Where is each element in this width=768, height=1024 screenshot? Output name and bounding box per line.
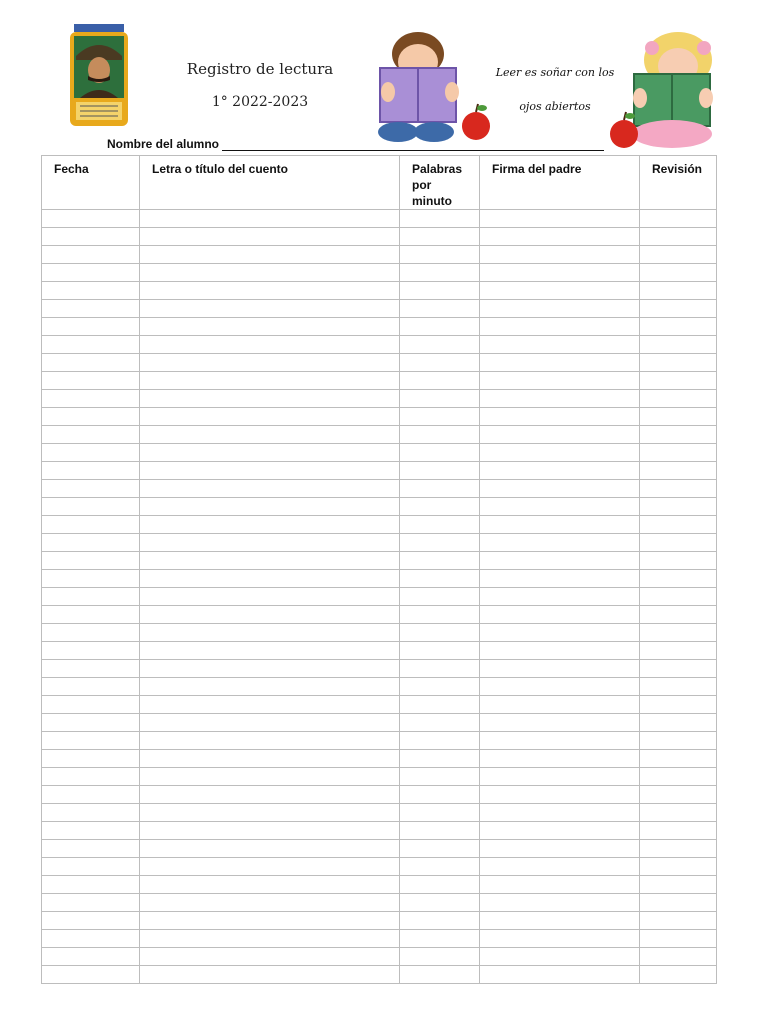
- table-cell[interactable]: [640, 282, 717, 300]
- table-cell[interactable]: [480, 786, 640, 804]
- table-cell[interactable]: [42, 480, 140, 498]
- table-row: [42, 930, 717, 948]
- table-row: [42, 858, 717, 876]
- table-cell[interactable]: [42, 444, 140, 462]
- table-cell[interactable]: [640, 750, 717, 768]
- table-cell[interactable]: [140, 948, 400, 966]
- table-row: [42, 516, 717, 534]
- table-cell[interactable]: [640, 264, 717, 282]
- table-cell[interactable]: [400, 804, 480, 822]
- table-cell[interactable]: [140, 840, 400, 858]
- table-cell[interactable]: [480, 282, 640, 300]
- table-cell[interactable]: [42, 804, 140, 822]
- table-cell[interactable]: [140, 552, 400, 570]
- table-row: [42, 246, 717, 264]
- table-cell[interactable]: [42, 822, 140, 840]
- table-cell[interactable]: [400, 696, 480, 714]
- table-cell[interactable]: [400, 930, 480, 948]
- table-cell[interactable]: [640, 570, 717, 588]
- table-cell[interactable]: [140, 858, 400, 876]
- table-cell[interactable]: [42, 300, 140, 318]
- table-cell[interactable]: [400, 480, 480, 498]
- table-row: [42, 768, 717, 786]
- table-cell[interactable]: [140, 822, 400, 840]
- table-cell[interactable]: [140, 786, 400, 804]
- table-cell[interactable]: [140, 372, 400, 390]
- table-cell[interactable]: [400, 786, 480, 804]
- table-cell[interactable]: [640, 408, 717, 426]
- table-row: [42, 426, 717, 444]
- table-row: [42, 876, 717, 894]
- table-cell[interactable]: [42, 228, 140, 246]
- table-cell[interactable]: [480, 228, 640, 246]
- table-header-row: [42, 156, 717, 210]
- table-cell[interactable]: [480, 876, 640, 894]
- table-cell[interactable]: [480, 966, 640, 984]
- table-cell[interactable]: [640, 804, 717, 822]
- table-cell[interactable]: [42, 678, 140, 696]
- table-cell[interactable]: [480, 336, 640, 354]
- table-cell[interactable]: [640, 660, 717, 678]
- table-cell[interactable]: [400, 732, 480, 750]
- table-cell[interactable]: [400, 210, 480, 228]
- table-cell[interactable]: [400, 642, 480, 660]
- table-cell[interactable]: [140, 210, 400, 228]
- table-cell[interactable]: [480, 354, 640, 372]
- table-cell[interactable]: [140, 516, 400, 534]
- table-cell[interactable]: [400, 858, 480, 876]
- table-cell[interactable]: [42, 624, 140, 642]
- table-cell[interactable]: [42, 426, 140, 444]
- table-cell[interactable]: [480, 606, 640, 624]
- table-cell[interactable]: [140, 462, 400, 480]
- table-cell[interactable]: [480, 588, 640, 606]
- table-row: [42, 732, 717, 750]
- table-cell[interactable]: [640, 606, 717, 624]
- table-cell[interactable]: [400, 354, 480, 372]
- table-row: [42, 300, 717, 318]
- table-row: [42, 534, 717, 552]
- table-cell[interactable]: [42, 408, 140, 426]
- table-cell[interactable]: [480, 534, 640, 552]
- table-cell[interactable]: [400, 498, 480, 516]
- table-cell[interactable]: [140, 642, 400, 660]
- table-row: [42, 408, 717, 426]
- table-cell[interactable]: [140, 282, 400, 300]
- table-cell[interactable]: [140, 588, 400, 606]
- table-cell[interactable]: [640, 822, 717, 840]
- table-cell[interactable]: [480, 570, 640, 588]
- table-cell[interactable]: [400, 516, 480, 534]
- table-cell[interactable]: [400, 264, 480, 282]
- table-row: [42, 588, 717, 606]
- table-row: [42, 804, 717, 822]
- table-cell[interactable]: [640, 210, 717, 228]
- table-row: [42, 390, 717, 408]
- table-cell[interactable]: [140, 570, 400, 588]
- table-cell[interactable]: [42, 588, 140, 606]
- table-cell[interactable]: [42, 282, 140, 300]
- table-cell[interactable]: [400, 318, 480, 336]
- table-row: [42, 822, 717, 840]
- table-cell[interactable]: [42, 912, 140, 930]
- table-row: [42, 696, 717, 714]
- table-cell[interactable]: [480, 372, 640, 390]
- table-cell[interactable]: [42, 606, 140, 624]
- table-cell[interactable]: [640, 642, 717, 660]
- table-row: [42, 624, 717, 642]
- table-cell[interactable]: [140, 354, 400, 372]
- table-cell[interactable]: [640, 876, 717, 894]
- table-cell[interactable]: [480, 822, 640, 840]
- table-cell[interactable]: [640, 516, 717, 534]
- column-header-fecha: Fecha: [42, 156, 140, 210]
- table-cell[interactable]: [140, 480, 400, 498]
- table-cell[interactable]: [140, 678, 400, 696]
- table-cell[interactable]: [640, 462, 717, 480]
- table-cell[interactable]: [42, 696, 140, 714]
- school-crest-icon: [68, 22, 130, 130]
- table-cell[interactable]: [480, 642, 640, 660]
- table-cell[interactable]: [640, 912, 717, 930]
- table-cell[interactable]: [480, 732, 640, 750]
- table-cell[interactable]: [42, 462, 140, 480]
- table-cell[interactable]: [480, 840, 640, 858]
- table-cell[interactable]: [140, 606, 400, 624]
- table-cell[interactable]: [400, 408, 480, 426]
- table-cell[interactable]: [640, 840, 717, 858]
- table-row: [42, 894, 717, 912]
- table-cell[interactable]: [42, 336, 140, 354]
- table-cell[interactable]: [42, 660, 140, 678]
- table-cell[interactable]: [640, 858, 717, 876]
- table-cell[interactable]: [140, 624, 400, 642]
- column-header-revision: Revisión: [640, 156, 717, 210]
- table-cell[interactable]: [480, 480, 640, 498]
- table-cell[interactable]: [400, 336, 480, 354]
- table-cell[interactable]: [42, 354, 140, 372]
- table-row: [42, 678, 717, 696]
- table-cell[interactable]: [480, 750, 640, 768]
- table-cell[interactable]: [140, 498, 400, 516]
- table-cell[interactable]: [140, 300, 400, 318]
- table-cell[interactable]: [640, 732, 717, 750]
- table-cell[interactable]: [42, 714, 140, 732]
- table-cell[interactable]: [400, 750, 480, 768]
- column-header-firma: Firma del padre: [480, 156, 640, 210]
- table-cell[interactable]: [400, 840, 480, 858]
- table-cell[interactable]: [640, 768, 717, 786]
- student-name-label: Nombre del alumno: [107, 137, 220, 151]
- table-cell[interactable]: [480, 318, 640, 336]
- table-row: [42, 552, 717, 570]
- column-header-palabras: Palabras por minuto: [400, 156, 480, 210]
- table-cell[interactable]: [140, 768, 400, 786]
- table-cell[interactable]: [400, 552, 480, 570]
- table-cell[interactable]: [480, 624, 640, 642]
- table-cell[interactable]: [140, 930, 400, 948]
- student-name-field[interactable]: [222, 150, 604, 151]
- table-cell[interactable]: [400, 606, 480, 624]
- table-row: [42, 570, 717, 588]
- table-cell[interactable]: [480, 444, 640, 462]
- column-header-titulo: Letra o título del cuento: [140, 156, 400, 210]
- table-cell[interactable]: [400, 948, 480, 966]
- table-row: [42, 210, 717, 228]
- table-row: [42, 642, 717, 660]
- table-cell[interactable]: [140, 912, 400, 930]
- table-cell[interactable]: [480, 714, 640, 732]
- table-cell[interactable]: [640, 696, 717, 714]
- table-cell[interactable]: [140, 408, 400, 426]
- table-cell[interactable]: [42, 246, 140, 264]
- table-cell[interactable]: [400, 462, 480, 480]
- table-cell[interactable]: [640, 354, 717, 372]
- table-cell[interactable]: [140, 804, 400, 822]
- table-cell[interactable]: [400, 426, 480, 444]
- table-cell[interactable]: [140, 714, 400, 732]
- table-cell[interactable]: [480, 498, 640, 516]
- table-cell[interactable]: [640, 372, 717, 390]
- table-cell[interactable]: [42, 498, 140, 516]
- table-cell[interactable]: [400, 768, 480, 786]
- table-cell[interactable]: [640, 426, 717, 444]
- table-cell[interactable]: [400, 588, 480, 606]
- table-row: [42, 264, 717, 282]
- quote-line-1: Leer es soñar con los: [495, 66, 615, 79]
- table-row: [42, 966, 717, 984]
- table-cell[interactable]: [400, 570, 480, 588]
- table-cell[interactable]: [480, 678, 640, 696]
- table-cell[interactable]: [140, 660, 400, 678]
- table-cell[interactable]: [140, 246, 400, 264]
- table-cell[interactable]: [640, 498, 717, 516]
- table-cell[interactable]: [42, 768, 140, 786]
- table-cell[interactable]: [400, 444, 480, 462]
- table-cell[interactable]: [400, 876, 480, 894]
- table-cell[interactable]: [400, 624, 480, 642]
- table-cell[interactable]: [400, 372, 480, 390]
- table-cell[interactable]: [42, 732, 140, 750]
- table-cell[interactable]: [400, 246, 480, 264]
- table-cell[interactable]: [640, 588, 717, 606]
- table-cell[interactable]: [400, 390, 480, 408]
- table-cell[interactable]: [400, 822, 480, 840]
- table-row: [42, 786, 717, 804]
- table-cell[interactable]: [400, 300, 480, 318]
- table-row: [42, 336, 717, 354]
- table-row: [42, 660, 717, 678]
- table-cell[interactable]: [140, 696, 400, 714]
- table-cell[interactable]: [42, 894, 140, 912]
- table-cell[interactable]: [140, 228, 400, 246]
- table-cell[interactable]: [140, 444, 400, 462]
- table-cell[interactable]: [42, 930, 140, 948]
- table-cell[interactable]: [480, 930, 640, 948]
- table-cell[interactable]: [42, 948, 140, 966]
- table-cell[interactable]: [480, 246, 640, 264]
- table-cell[interactable]: [42, 372, 140, 390]
- table-cell[interactable]: [42, 642, 140, 660]
- table-cell[interactable]: [400, 966, 480, 984]
- boy-reading-book-icon: [372, 26, 494, 148]
- table-cell[interactable]: [640, 786, 717, 804]
- table-cell[interactable]: [140, 336, 400, 354]
- table-cell[interactable]: [400, 912, 480, 930]
- girl-reading-book-icon: [606, 26, 736, 152]
- table-row: [42, 714, 717, 732]
- table-row: [42, 444, 717, 462]
- table-cell[interactable]: [400, 894, 480, 912]
- table-cell[interactable]: [42, 534, 140, 552]
- table-cell[interactable]: [140, 426, 400, 444]
- table-row: [42, 912, 717, 930]
- table-cell[interactable]: [640, 480, 717, 498]
- table-cell[interactable]: [140, 534, 400, 552]
- table-cell[interactable]: [480, 696, 640, 714]
- table-cell[interactable]: [640, 948, 717, 966]
- document-title: Registro de lectura: [186, 60, 334, 78]
- table-cell[interactable]: [400, 678, 480, 696]
- table-cell[interactable]: [140, 750, 400, 768]
- table-row: [42, 948, 717, 966]
- table-row: [42, 840, 717, 858]
- table-cell[interactable]: [640, 678, 717, 696]
- table-cell[interactable]: [640, 246, 717, 264]
- table-cell[interactable]: [480, 858, 640, 876]
- table-row: [42, 282, 717, 300]
- table-row: [42, 318, 717, 336]
- table-cell[interactable]: [42, 390, 140, 408]
- table-cell[interactable]: [480, 426, 640, 444]
- table-cell[interactable]: [400, 714, 480, 732]
- table-cell[interactable]: [140, 318, 400, 336]
- table-cell[interactable]: [640, 966, 717, 984]
- table-cell[interactable]: [640, 318, 717, 336]
- table-row: [42, 228, 717, 246]
- table-cell[interactable]: [140, 894, 400, 912]
- table-cell[interactable]: [640, 228, 717, 246]
- table-cell[interactable]: [480, 768, 640, 786]
- table-cell[interactable]: [640, 624, 717, 642]
- table-cell[interactable]: [42, 858, 140, 876]
- table-row: [42, 354, 717, 372]
- table-cell[interactable]: [42, 264, 140, 282]
- table-cell[interactable]: [480, 894, 640, 912]
- table-cell[interactable]: [400, 282, 480, 300]
- table-cell[interactable]: [42, 840, 140, 858]
- table-cell[interactable]: [480, 912, 640, 930]
- table-row: [42, 606, 717, 624]
- quote-line-2: ojos abiertos: [519, 100, 591, 113]
- table-cell[interactable]: [400, 534, 480, 552]
- table-row: [42, 480, 717, 498]
- table-cell[interactable]: [640, 552, 717, 570]
- table-cell[interactable]: [480, 390, 640, 408]
- table-cell[interactable]: [42, 318, 140, 336]
- table-cell[interactable]: [640, 894, 717, 912]
- table-cell[interactable]: [42, 210, 140, 228]
- table-cell[interactable]: [640, 300, 717, 318]
- table-cell[interactable]: [480, 804, 640, 822]
- table-cell[interactable]: [42, 786, 140, 804]
- table-cell[interactable]: [480, 660, 640, 678]
- table-cell[interactable]: [480, 552, 640, 570]
- table-cell[interactable]: [480, 210, 640, 228]
- table-cell[interactable]: [480, 300, 640, 318]
- table-cell[interactable]: [42, 552, 140, 570]
- table-row: [42, 498, 717, 516]
- table-cell[interactable]: [640, 444, 717, 462]
- table-cell[interactable]: [640, 714, 717, 732]
- table-cell[interactable]: [42, 516, 140, 534]
- table-cell[interactable]: [400, 660, 480, 678]
- table-cell[interactable]: [42, 750, 140, 768]
- table-cell[interactable]: [42, 966, 140, 984]
- table-cell[interactable]: [480, 408, 640, 426]
- table-cell[interactable]: [400, 228, 480, 246]
- table-cell[interactable]: [480, 948, 640, 966]
- table-cell[interactable]: [480, 264, 640, 282]
- school-year: 1° 2022-2023: [211, 94, 309, 110]
- table-cell[interactable]: [140, 264, 400, 282]
- table-cell[interactable]: [140, 732, 400, 750]
- table-cell[interactable]: [640, 336, 717, 354]
- table-row: [42, 750, 717, 768]
- table-cell[interactable]: [640, 390, 717, 408]
- table-cell[interactable]: [42, 876, 140, 894]
- table-row: [42, 462, 717, 480]
- table-cell[interactable]: [140, 390, 400, 408]
- table-cell[interactable]: [140, 966, 400, 984]
- table-cell[interactable]: [480, 462, 640, 480]
- table-cell[interactable]: [42, 570, 140, 588]
- reading-log-table: [41, 155, 717, 984]
- table-cell[interactable]: [640, 930, 717, 948]
- table-cell[interactable]: [640, 534, 717, 552]
- table-cell[interactable]: [480, 516, 640, 534]
- table-row: [42, 372, 717, 390]
- table-cell[interactable]: [140, 876, 400, 894]
